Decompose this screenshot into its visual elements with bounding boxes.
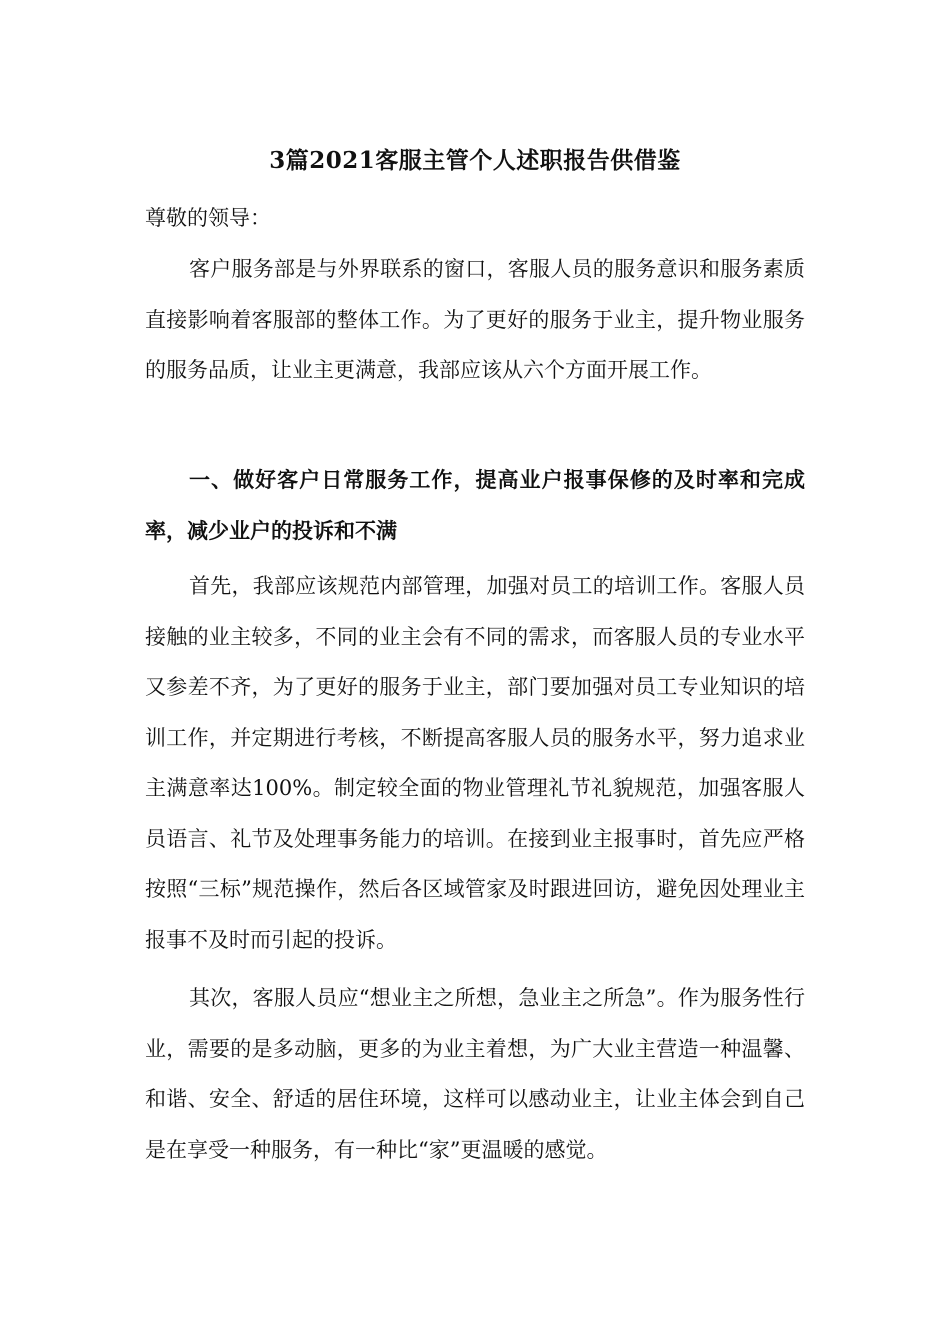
- paragraph-second: 其次，客服人员应“想业主之所想，急业主之所急”。作为服务性行业，需要的是多动脑，更多的为业主着想，为广大业主营造一种温馨、和谐、安全、舒适的居住环境，这样可以感动业主，让业主体会到自己是在享受一种服务，有一种比“家”更温暖的感觉。: [145, 986, 805, 1162]
- salutation: 尊敬的领导：: [145, 206, 271, 230]
- paragraph-intro: 客户服务部是与外界联系的窗口，客服人员的服务意识和服务素质直接影响着客服部的整体工作。为了更好的服务于业主，提升物业服务的服务品质，让业主更满意，我部应该从六个方面开展工作。: [145, 257, 805, 382]
- section-heading-1: 一、做好客户日常服务工作，提高业户报事保修的及时率和完成率，减少业户的投诉和不满: [145, 467, 805, 543]
- document-title: 3篇2021客服主管个人述职报告供借鉴: [269, 147, 681, 174]
- paragraph-first: 首先，我部应该规范内部管理，加强对员工的培训工作。客服人员接触的业主较多，不同的业主会有不同的需求，而客服人员的专业水平又参差不齐，为了更好的服务于业主，部门要加强对员工专业知识的培训工作，并定期进行考核，不断提高客服人员的服务水平，努力追求业主满意率达100%。制定较全面的物业管理礼节礼貌规范，加强客服人员语言、礼节及处理事务能力的培训。在接到业主报事时，首先应严格按照“三标”规范操作，然后各区域管家及时跟进回访，避免因处理业主报事不及时而引起的投诉。: [145, 574, 805, 952]
